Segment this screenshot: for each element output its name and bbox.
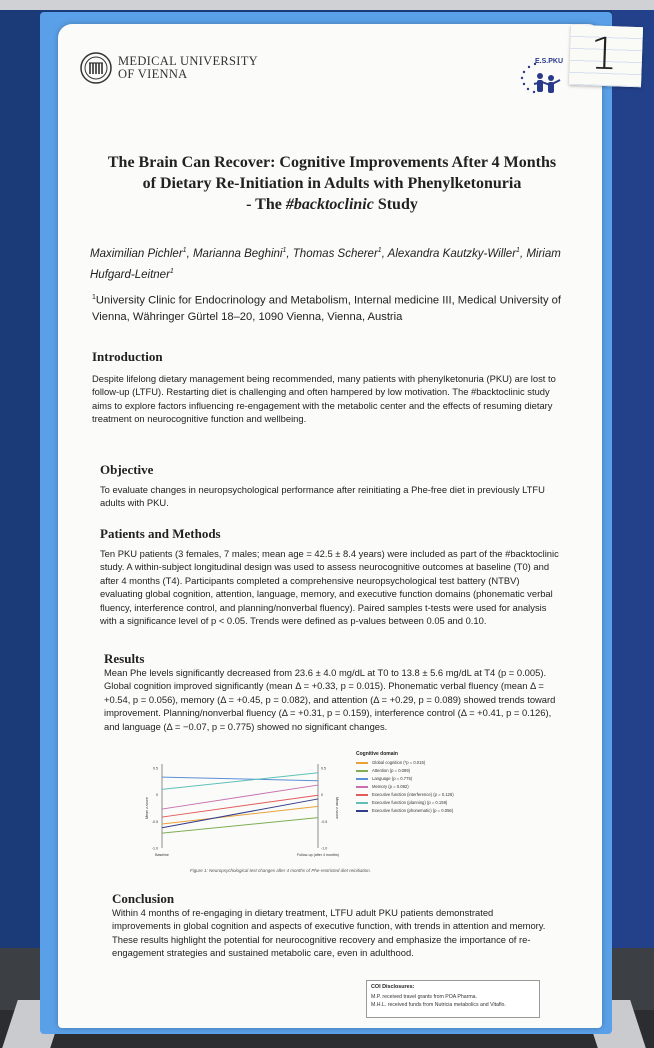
coi-line-2: M.H.L. received funds from Nutricia metabolics and Vitaflo. <box>371 1002 506 1008</box>
chart-legend <box>356 751 466 816</box>
y-axis-label-left: Mean z-score <box>145 797 149 819</box>
legend-item <box>356 784 466 789</box>
x-tick-label: Follow-up (after 4 months) <box>297 853 339 857</box>
coi-line-1: M.P. received travel grants from POA Pharma. <box>371 994 477 1000</box>
coi-title: COI Disclosures: <box>371 984 415 990</box>
legend-swatch <box>356 794 368 796</box>
author: Maximilian Pichler$^1$, <box>90 247 193 260</box>
title-line3-suffix: Study <box>373 196 418 213</box>
y-tick-label-right: -1.0 <box>321 846 328 851</box>
legend-label: Memory (p = 0.082) <box>372 784 409 789</box>
university-name <box>118 55 258 81</box>
legend-rows <box>356 760 466 813</box>
legend-label: Executive function (interference) (p = 0.126) <box>372 792 454 797</box>
y-tick-label-right: -0.5 <box>321 819 328 824</box>
university-name-line2: OF VIENNA <box>118 67 188 81</box>
legend-item <box>356 808 466 813</box>
board-number: 1 <box>589 28 619 81</box>
legend-swatch <box>356 778 368 780</box>
legend-swatch <box>356 786 368 788</box>
university-name-line1: MEDICAL UNIVERSITY <box>118 54 258 68</box>
introduction-heading: Introduction <box>92 349 163 364</box>
series-line <box>162 818 318 833</box>
poster-title <box>86 152 578 215</box>
legend-item <box>356 776 466 781</box>
line-chart <box>142 750 392 868</box>
legend-swatch <box>356 802 368 804</box>
legend-item <box>356 768 466 773</box>
series-line <box>162 806 318 824</box>
author: Miriam Hufgard-Leitner$^1$ <box>90 247 561 281</box>
objective-heading: Objective <box>100 462 154 477</box>
legend-swatch <box>356 810 368 812</box>
legend-label: Attention (p = 0.089) <box>372 768 411 773</box>
introduction-body: Despite lifelong dietary management being recommended, many patients with phenylketonuria (PKU) are lost to follow-up (LTFU). Restarting diet is challenging and often hampered by low motivation. The #backtoclinic study aims to explore factors influencing re-engagement with the metabolic center and the effects of resuming dietary treatment on neurocognitive function and wellbeing. <box>92 373 556 425</box>
y-tick-label-right: 0.5 <box>321 766 326 771</box>
legend-swatch <box>356 770 368 772</box>
conclusion-heading: Conclusion <box>112 891 175 906</box>
espku-label: E.S.PKU <box>535 58 564 65</box>
series-line <box>162 773 318 790</box>
university-logo <box>80 52 258 84</box>
author: Marianna Beghini$^1$, <box>192 247 293 260</box>
board-number-note <box>569 25 643 87</box>
legend-label: Executive function (planning) (p = 0.159) <box>372 800 448 805</box>
legend-item <box>356 792 466 797</box>
legend-item <box>356 760 466 765</box>
author-list <box>90 242 570 284</box>
objective-body: To evaluate changes in neuropsychological performance after reinitiating a Phe-free diet in previously LTFU adults with PKU. <box>100 484 545 509</box>
y-tick-label-right: 0 <box>321 793 323 798</box>
author: Alexandra Kautzky-Willer$^1$, <box>387 247 527 260</box>
methods-heading: Patients and Methods <box>100 526 221 541</box>
display-board-edge <box>612 10 654 950</box>
title-line1: The Brain Can Recover: Cognitive Improvements After 4 Months <box>107 154 557 171</box>
y-tick-label-left: 0.5 <box>153 766 158 771</box>
conclusion-body: Within 4 months of re-engaging in dietary treatment, LTFU adult PKU patients demonstrated improvements in global cognition and aspects of executive function, with trends in attention and memory. These results highlight the potential for neurocognitive recovery and emphasize the importance of re-engagement strategies and sustained metabolic care, even in adulthood. <box>112 907 546 959</box>
affiliation: $^1$University Clinic for Endocrinology and Metabolism, Internal medicine III, Medical University of Vienna, Währinger Gürtel 18–20, 1090 Vienna, Vienna, Austria <box>92 294 561 323</box>
x-tick-label: Baseline <box>155 853 169 857</box>
title-line2: of Dietary Re-Initiation in Adults with Phenylketonuria <box>142 175 522 192</box>
results-body: Mean Phe levels significantly decreased from 23.6 ± 4.0 mg/dL at T0 to 13.8 ± 5.6 mg/dL at T4 (p = 0.005). Global cognition improved significantly (mean Δ = +0.33, p = 0.015). Phonematic verbal fluency (mean Δ = +0.54, p = 0.056), memory (Δ = +0.45, p = 0.082), and attention (Δ = +0.29, p = 0.089) showed trends toward improvement. Planning/nonverbal fluency (Δ = +0.31, p = 0.159), interference control (Δ = +0.41, p = 0.126), and language (Δ = −0.07, p = 0.775) showed no significant changes. <box>104 667 556 732</box>
figure-caption: Figure 1: Neuropsychological test changes after 4 months of Phe-restricted diet reinitiation. <box>190 868 371 873</box>
author: Thomas Scherer$^1$, <box>292 247 388 260</box>
series-line <box>162 777 318 781</box>
y-tick-label-left: -0.5 <box>151 819 158 824</box>
legend-swatch <box>356 762 368 764</box>
title-line3-prefix: - The <box>246 196 286 213</box>
university-seal-icon <box>80 52 112 84</box>
legend-item <box>356 800 466 805</box>
title-line3 <box>86 194 578 215</box>
legend-label: Executive function (phonematic) (p = 0.056) <box>372 808 454 813</box>
y-axis-label-right: Mean z-score <box>335 797 339 819</box>
coi-box <box>366 980 540 1018</box>
legend-label: Global cognition (*p = 0.015) <box>372 760 426 765</box>
results-heading: Results <box>104 651 145 666</box>
legend-label: Language (p = 0.775) <box>372 776 413 781</box>
y-tick-label-left: 0 <box>156 793 158 798</box>
title-hashtag: #backtoclinic <box>285 196 374 213</box>
methods-body: Ten PKU patients (3 females, 7 males; mean age = 42.5 ± 8.4 years) were included as part of the #backtoclinic study. A within-subject longitudinal design was used to assess neurocognitive outcomes at baseline (T0) and after 4 months (T4). Participants completed a comprehensive neuropsychological test battery (NTBV) evaluating global cognition, attention, language, memory, and executive function domains (phonematic verbal fluency, interference control, and planning/nonverbal fluency). Paired samples t-tests were used for analysis with a significance level of p < 0.05. Trends were defined as p-values between 0.05 and 0.10. <box>100 548 559 627</box>
legend-title: Cognitive domain <box>356 751 398 757</box>
y-tick-label-left: -1.0 <box>151 846 158 851</box>
series-line <box>162 785 318 809</box>
